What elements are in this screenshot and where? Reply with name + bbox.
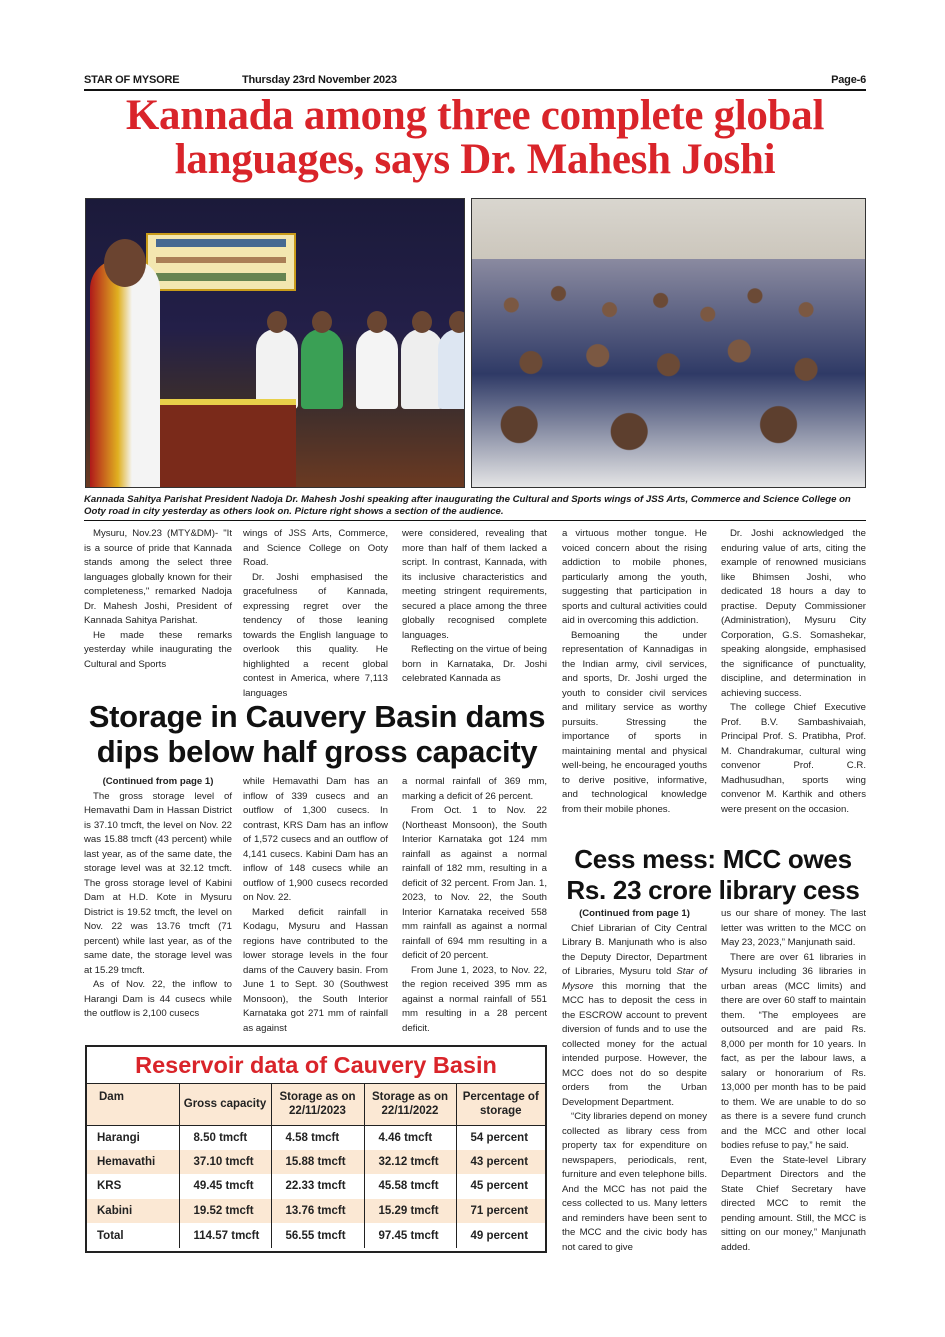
paragraph: were considered, revealing that more than half of them lacked a script. In contrast, Kannada, with its inclusive characteristics and meeting stringent requirements, secured a place among the three globally recognised complete languages. xyxy=(402,528,547,641)
storage-2023: 4.58 tmcft xyxy=(271,1125,364,1150)
storage-2023: 56.55 tmcft xyxy=(271,1223,364,1248)
storage-2023: 13.76 tmcft xyxy=(271,1199,364,1224)
college-banner xyxy=(146,233,296,291)
storage-2022: 4.46 tmcft xyxy=(364,1125,456,1150)
photo-audience xyxy=(471,198,866,488)
speaker-head xyxy=(104,239,146,287)
storage-column-3 xyxy=(402,775,547,1036)
table-row xyxy=(87,1125,545,1150)
header-dam: Dam xyxy=(87,1084,179,1125)
paragraph: “City libraries depend on money collected as library cess from property tax for expenditure on newspapers, periodicals, rent, furniture and even telephone bills. And the MCC has not paid the cess collected to us. Many letters and reminders have been sent to the MCC and the civic body has not cared to give xyxy=(562,1111,707,1253)
storage-column-1 xyxy=(84,775,232,1022)
continued-note: (Continued from page 1) xyxy=(579,908,690,919)
audience-crowd xyxy=(472,259,865,488)
dam-name: Kabini xyxy=(87,1199,179,1224)
cess-headline-line1: Cess mess: MCC owes xyxy=(574,844,852,874)
paragraph: From June 1, 2023, to Nov. 22, the region received 395 mm as against a normal rainfall of 551 mm resulting in a 28 percent deficit. xyxy=(402,964,547,1034)
cess-headline xyxy=(558,844,868,906)
storage-headline-line2: dips below half gross capacity xyxy=(96,734,538,769)
header-gross-capacity: Gross capacity xyxy=(179,1084,271,1125)
lead-headline xyxy=(84,94,866,182)
table-row xyxy=(87,1174,545,1199)
speaker xyxy=(90,259,160,488)
paragraph: Reflecting on the virtue of being born in Karnataka, Dr. Joshi celebrated Kannada as xyxy=(402,644,547,684)
table-row xyxy=(87,1150,545,1175)
paragraph: He made these remarks yesterday while inaugurating the Cultural and Sports xyxy=(84,629,232,670)
gross-capacity: 114.57 tmcft xyxy=(179,1223,271,1248)
paragraph: Dr. Joshi emphasised the gracefulness of Kannada, expressing regret over the tendency of those leaning towards the English language to overlook this quality. He highlighted a recent global contest in America, where 7,113 languages xyxy=(243,571,388,699)
header-percentage: Percentage of storage xyxy=(456,1084,545,1125)
dam-name: Total xyxy=(87,1223,179,1248)
percentage: 43 percent xyxy=(456,1150,545,1175)
newspaper-name: STAR OF MYSORE xyxy=(84,74,180,86)
photo-caption: Kannada Sahitya Parishat President Nadoja Dr. Mahesh Joshi speaking after inaugurating the Cultural and Sports wings of JSS Arts, Commerce and Science College on Ooty road in city yesterday as others look on. Picture right shows a section of the audience. xyxy=(84,494,866,521)
table-row-total xyxy=(87,1223,545,1248)
storage-column-2 xyxy=(243,775,388,1036)
gross-capacity: 8.50 tmcft xyxy=(179,1125,271,1150)
paragraph: There are over 61 libraries in Mysuru including 36 libraries in urban areas (MCC limits) and there are over 60 staff to maintain them. “The employees are outsourced and are paid Rs. 8,000 per month for 10 years. In fact, as per the labour laws, a salary or honorarium of Rs. 13,000 per month has to be paid to them. We are unable to do so as there is a severe fund crunch and the MCC and other local bodies refuse to pay,” he said. xyxy=(721,951,866,1151)
percentage: 71 percent xyxy=(456,1199,545,1224)
podium xyxy=(146,399,296,488)
percentage: 49 percent xyxy=(470,1229,529,1242)
masthead xyxy=(84,73,866,91)
gross-capacity: 37.10 tmcft xyxy=(179,1150,271,1175)
header-storage-2023: Storage as on 22/11/2023 xyxy=(271,1084,364,1125)
gross-capacity: 49.45 tmcft xyxy=(179,1174,271,1199)
paragraph: Mysuru, Nov.23 (MTY&DM)- "It is a source of pride that Kannada stands among the select three languages globally known for their completeness," remarked Nadoja Dr. Mahesh Joshi, President of Kannada Sahitya Parishat. xyxy=(84,528,232,626)
percentage: 54 percent xyxy=(470,1131,529,1144)
storage-2022: 32.12 tmcft xyxy=(364,1150,456,1175)
percentage: 45 percent xyxy=(470,1180,529,1193)
paragraph: a normal rainfall of 369 mm, marking a deficit of 26 percent. xyxy=(402,776,547,802)
lead-column-1 xyxy=(84,527,232,672)
paragraph: Bemoaning the under representation of Kannadigas in the Indian army, civil services, and sports, Dr. Joshi urged the youth to consider civil services and military service as worthy pursuits. Stressing the importance of sports in maintaining mental and physical well-being, he encouraged youths to derive positive, informative, and technological knowledge from their mobile phones. xyxy=(562,629,707,815)
paragraph: The college Chief Executive Prof. B.V. Sambashivaiah, Principal Prof. S. Pratibha, Prof. M. Chandrakumar, cultural wing convenor Prof. C.R. Madhusudhan, sports wing convenor M. Karthik and others were present on the occasion. xyxy=(721,702,866,815)
paragraph: while Hemavathi Dam has an inflow of 339 cusecs and an outflow of 1,300 cusecs. In contrast, KRS Dam has an inflow of 1,572 cusecs and an outflow of 4,141 cusecs. Kabini Dam has an inflow of 148 cusecs while an outflow of 1,900 cusecs recorded on Nov. 22. xyxy=(243,776,388,903)
lead-headline-line1: Kannada among three complete global xyxy=(125,92,825,139)
storage-2022: 97.45 tmcft xyxy=(364,1223,456,1248)
storage-headline-line1: Storage in Cauvery Basin dams xyxy=(88,699,546,734)
paragraph: From Oct. 1 to Nov. 22 (Northeast Monsoon), the South Interior Karnataka got 124 mm rainfall as against a normal rainfall of 182 mm, resulting in a deficit of 32 percent. From Jan. 1, 2023, to Nov. 22, the South Interior Karnataka received 558 mm rainfall as against a normal rainfall of 694 mm resulting in a deficit of 20 percent. xyxy=(402,805,547,961)
paragraph: Even the State-level Library Department Directors and the State Chief Secretary have directed MCC to remit the pending amount. Still, the MCC is sitting on our money,” Manjunath added. xyxy=(721,1154,866,1253)
reservoir-data-table xyxy=(85,1045,547,1253)
storage-2022: 15.29 tmcft xyxy=(364,1199,456,1224)
cess-column-1 xyxy=(562,907,707,1255)
dam-name: KRS xyxy=(87,1174,179,1199)
header-storage-2022: Storage as on 22/11/2022 xyxy=(364,1084,456,1125)
dam-name: Hemavathi xyxy=(87,1150,179,1175)
paragraph: wings of JSS Arts, Commerce, and Science College on Ooty Road. xyxy=(243,528,388,568)
paragraph: us our share of money. The last letter was written to the MCC on May 23, 2023,” Manjunath said. xyxy=(721,908,866,948)
reservoir-table xyxy=(87,1084,545,1248)
paragraph: a virtuous mother tongue. He voiced concern about the rising addiction to mobile phones, particularly among the youth, suggesting that participation in sports and cultural activities could aid in overcoming this addiction. xyxy=(562,528,707,626)
publication-name: Star of Mysore xyxy=(562,966,707,992)
cess-column-2 xyxy=(721,907,866,1255)
continued-note: (Continued from page 1) xyxy=(102,776,214,787)
lead-column-2 xyxy=(243,527,388,701)
lead-column-3 xyxy=(402,527,547,687)
paragraph: The gross storage level of Hemavathi Dam in Hassan District is 37.10 tmcft, the level on Nov. 22 was 15.88 tmcft (43 percent) while last year, as of the same date, the storage level was at 32.12 tmcft. The gross storage level of Kabini Dam at H.D. Kote in Mysuru District is 19.52 tmcft, the level on Nov. 22 was 13.76 tmcft (71 percent) while last year, as of the same date, the storage level was at 15.29 tmcft. xyxy=(84,790,232,976)
table-header-row xyxy=(87,1084,545,1125)
photo-speaker-at-podium xyxy=(85,198,465,488)
storage-2023: 22.33 tmcft xyxy=(271,1174,364,1199)
page-number: Page-6 xyxy=(831,74,866,86)
paragraph: As of Nov. 22, the inflow to Harangi Dam is 44 cusecs while the outflow is 2,100 cusecs xyxy=(84,979,232,1019)
lead-column-5 xyxy=(721,527,866,817)
paragraph: Marked deficit rainfall in Kodagu, Mysuru and Hassan regions have contributed to the lower storage levels in the four dams of the Cauvery basin. From June 1 to Sept. 30 (Southwest Monsoon), the South Interior Karnataka got 271 mm of rainfall as against xyxy=(243,906,388,1034)
issue-date: Thursday 23rd November 2023 xyxy=(242,74,397,86)
storage-2023: 15.88 tmcft xyxy=(271,1150,364,1175)
seated-dignitaries xyxy=(176,329,465,409)
table-title: Reservoir data of Cauvery Basin xyxy=(87,1047,545,1084)
lead-headline-line2: languages, says Dr. Mahesh Joshi xyxy=(174,136,776,183)
storage-2022: 45.58 tmcft xyxy=(364,1174,456,1199)
table-row xyxy=(87,1199,545,1224)
cess-headline-line2: Rs. 23 crore library cess xyxy=(566,875,860,905)
storage-headline xyxy=(84,699,550,769)
paragraph: Dr. Joshi acknowledged the enduring value of arts, citing the example of renowned musicians like Bhimsen Joshi, who dedicated 18 hours a day to practise. Deputy Commissioner (Administration), Mysuru City Corporation, G.S. Somashekar, speaking alongside, emphasised the significance of punctuality, discipline, and determination in achieving success. xyxy=(721,528,866,699)
paragraph: Chief Librarian of City Central Library B. Manjunath who is also the Deputy Director, Department of Libraries, Mysuru told Star of Mysore this morning that the MCC has to deposit the cess in the ESCROW account to prevent diversion of funds and to use the collected money for the actual intended purpose. However, the MCC does not do so despite orders from the Urban Development Department. xyxy=(562,922,707,1108)
dam-name: Harangi xyxy=(87,1125,179,1150)
gross-capacity: 19.52 tmcft xyxy=(179,1199,271,1224)
lead-column-4 xyxy=(562,527,707,817)
